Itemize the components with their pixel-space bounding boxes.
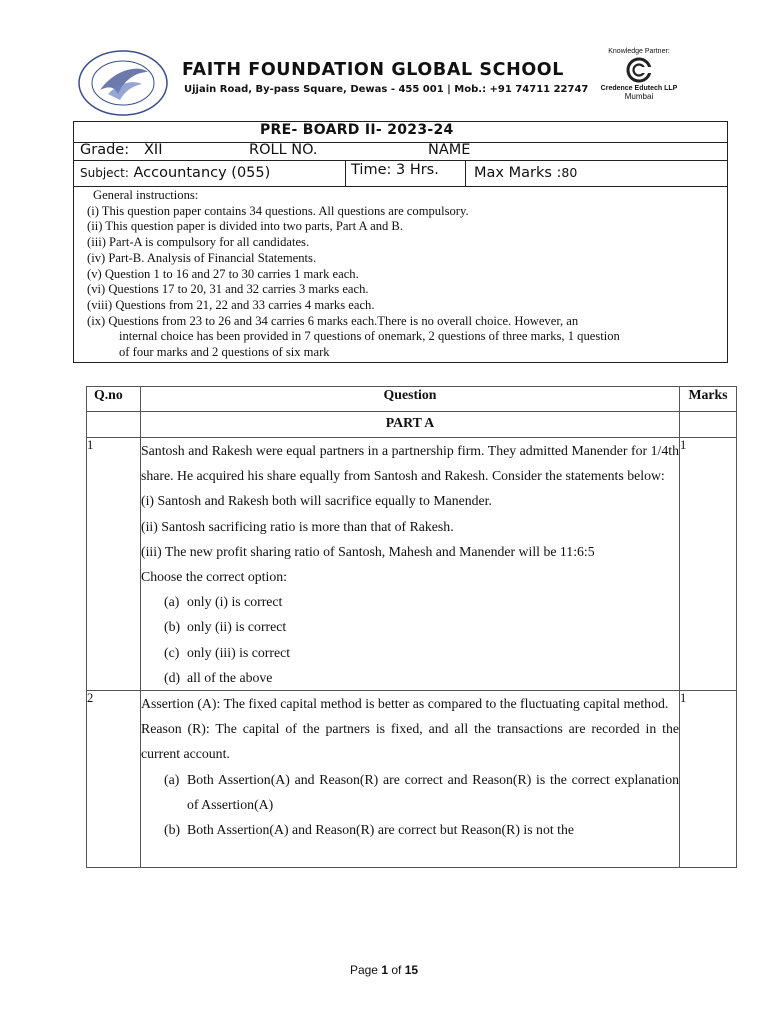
questions-table <box>86 386 737 868</box>
option-text: all of the above <box>187 669 273 685</box>
instructions-heading: General instructions: <box>93 188 199 202</box>
subject-label: Subject: <box>80 166 129 180</box>
general-instructions <box>80 188 721 361</box>
page-total: 15 <box>404 963 419 977</box>
question-marks: 1 <box>680 438 737 691</box>
partner-label: Knowledge Partner: <box>608 48 670 55</box>
option-text: only (ii) is correct <box>187 619 287 635</box>
divider <box>465 160 466 186</box>
divider <box>345 160 346 186</box>
section-title: PART A <box>141 412 680 438</box>
instruction-item: (i) This question paper contains 34 questions. All questions are compulsory. <box>87 203 469 218</box>
option-label: (c) <box>164 644 180 660</box>
marks-header: Marks <box>680 387 737 412</box>
instruction-continuation: of four marks and 2 questions of six mark <box>119 345 330 360</box>
instruction-item: (v) Question 1 to 16 and 27 to 30 carries 1 mark each. <box>87 266 359 281</box>
exam-title-row <box>74 122 727 143</box>
partner-city: Mumbai <box>624 92 654 101</box>
option-label: (d) <box>164 669 181 685</box>
school-name: FAITH FOUNDATION GLOBAL SCHOOL <box>182 60 565 80</box>
section-row <box>87 412 737 438</box>
option-text: Both Assertion(A) and Reason(R) are correct and Reason(R) is the correct explanation of Assertion(A) <box>187 771 679 812</box>
table-row <box>87 438 737 691</box>
grade-row <box>74 142 727 161</box>
name-label: NAME <box>428 142 471 158</box>
question-header: Question <box>141 387 680 412</box>
grade-label: Grade: <box>80 142 130 158</box>
subject <box>80 162 270 186</box>
option-text: Both Assertion(A) and Reason(R) are correct but Reason(R) is not the <box>187 822 574 838</box>
question-line: Reason (R): The capital of the partners is fixed, and all the transactions are recorded in the current account. <box>141 721 679 762</box>
question-line: Choose the correct option: <box>141 569 287 585</box>
question-marks: 1 <box>680 691 737 868</box>
school-logo <box>78 50 168 116</box>
exam-time: Time: 3 Hrs. <box>351 162 439 178</box>
question-line: (iii) The new profit sharing ratio of Santosh, Mahesh and Manender will be 11:6:5 <box>141 543 595 559</box>
instruction-item: (viii) Questions from 21, 22 and 33 carries 4 marks each. <box>87 297 375 312</box>
instruction-item: (vi) Questions 17 to 20, 31 and 32 carries 3 marks each. <box>87 282 369 297</box>
exam-title: PRE- BOARD II- 2023-24 <box>260 122 454 138</box>
option <box>141 589 679 614</box>
qno-header: Q.no <box>87 387 141 412</box>
question-line: Santosh and Rakesh were equal partners in a partnership firm. They admitted Manender for 1/4th share. He acquired his share equally from Santosh and Rakesh. Consider the statements below: <box>141 443 679 484</box>
instruction-item: (ix) Questions from 23 to 26 and 34 carries 6 marks each.There is no overall choice. However, an <box>87 313 579 328</box>
max-marks-value: 80 <box>561 165 578 180</box>
knowledge-partner <box>594 48 684 101</box>
option <box>141 767 679 817</box>
question-text <box>141 691 680 868</box>
question-line: Assertion (A): The fixed capital method is better as compared to the fluctuating capital method. <box>141 696 669 712</box>
grade-value: XII <box>144 142 163 158</box>
option-text: only (i) is correct <box>187 594 283 610</box>
page-word: Page <box>349 963 382 977</box>
subject-row <box>74 160 727 187</box>
option-label: (b) <box>164 619 181 635</box>
option <box>141 817 679 842</box>
page-footer <box>0 963 768 977</box>
option <box>141 614 679 639</box>
max-marks <box>474 162 577 186</box>
question-line: (ii) Santosh sacrificing ratio is more than that of Rakesh. <box>141 518 454 534</box>
question-text <box>141 438 680 691</box>
option-text: only (iii) is correct <box>187 644 291 660</box>
question-number: 1 <box>87 438 141 691</box>
subject-value: Accountancy (055) <box>128 165 271 181</box>
table-header-row <box>87 387 737 412</box>
exam-info-box <box>73 121 728 363</box>
instruction-item: (iii) Part-A is compulsory for all candidates. <box>87 235 310 250</box>
instruction-item: (ii) This question paper is divided into two parts, Part A and B. <box>87 219 403 234</box>
instruction-item: (iv) Part-B. Analysis of Financial Statements. <box>87 250 317 265</box>
max-marks-label: Max Marks : <box>474 165 562 181</box>
question-line: (i) Santosh and Rakesh both will sacrifice equally to Manender. <box>141 493 492 509</box>
question-number: 2 <box>87 691 141 868</box>
option <box>141 640 679 665</box>
partner-name: Credence Edutech LLP <box>600 85 678 92</box>
roll-no-label: ROLL NO. <box>249 142 318 158</box>
instruction-continuation: internal choice has been provided in 7 questions of onemark, 2 questions of three marks, 1 question <box>119 329 620 344</box>
table-row <box>87 691 737 868</box>
option-label: (b) <box>164 822 181 838</box>
of-word: of <box>388 963 405 977</box>
school-address: Ujjain Road, By-pass Square, Dewas - 455 001 | Mob.: +91 74711 22747 <box>184 84 589 95</box>
option-label: (a) <box>164 771 180 787</box>
option-label: (a) <box>164 594 180 610</box>
partner-logo-icon <box>626 57 652 83</box>
option <box>141 665 679 690</box>
page-current: 1 <box>381 963 388 977</box>
